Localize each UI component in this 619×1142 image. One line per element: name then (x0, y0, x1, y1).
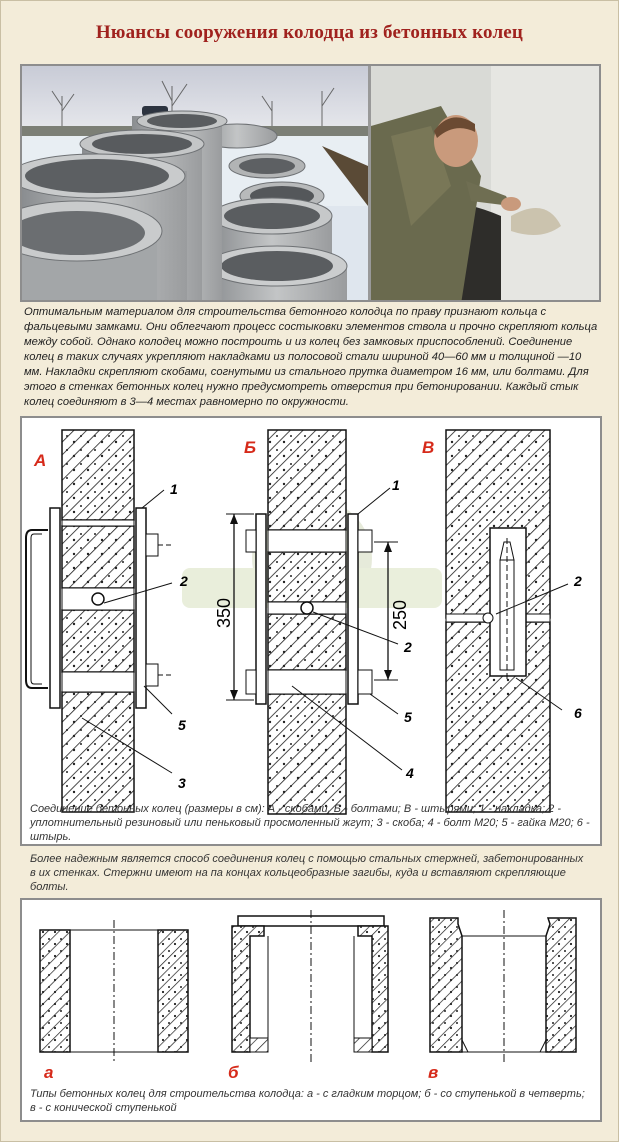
intro-paragraph: Оптимальным материалом для строительства бетонного колодца по праву признают кольца с фальцевыми замками. Они облегчают процесс состыковки элементов ствола и прочно скрепляют кольца между собой. Однако колодец можно построить и из колец без замковых приспособлений. Соединение колец в таких случаях укрепляют накладками из полосовой стали шириной 40—60 мм и толщиной —10 мм. Накладки скрепляют скобами, согнутыми из стального прутка диаметром 16 мм, или болтами. Для этого в стенках бетонных колец нужно предусмотреть отверстия при бетонировании. Каждый стык колец соединяют в 3—4 местах равномерно по окружности. (24, 306, 598, 408)
ring-type-b (228, 910, 388, 1082)
diagram-caption-joints: Соединение бетонных колец (размеры в см): А - скобами, Б - болтами; В - штырями; 1 - накладка; 2 - уплотнительный резиновый или пеньковый просмоленный жгут; 3 - скоба; 4 - болт М20; 5 - гайка М20; 6 - штырь. (30, 803, 590, 843)
label-1-a: 1 (170, 481, 178, 497)
joint-type-b (214, 430, 414, 814)
ring-type-a (40, 920, 188, 1082)
label-3-a: 3 (178, 775, 186, 791)
dimension-250: 250 (390, 599, 410, 630)
diagram-caption-ring-types: Типы бетонных колец для строительства колодца: а - с гладким торцом; б - со ступенькой в четверть; в - с конической ступенькой (30, 1088, 585, 1114)
photo-worker-in-well (371, 66, 601, 300)
photo-concrete-rings (22, 66, 368, 300)
label-2-a: 2 (180, 573, 188, 589)
letter-v-lower: в (428, 1063, 439, 1082)
letter-b-lower: б (228, 1063, 239, 1082)
label-5-b: 5 (404, 709, 412, 725)
middle-paragraph: Более надежным является способ соединения колец с помощью стальных стержней, забетонированных в их стенках. Стержни имеют на па концах кольцеобразные загибы, куда и вставляют скрепляющие болты. (30, 853, 584, 893)
letter-a: А (34, 451, 47, 470)
label-5-a: 5 (178, 717, 186, 733)
page-title: Нюансы сооружения колодца из бетонных колец (95, 22, 524, 43)
letter-a-lower: а (44, 1063, 54, 1082)
photo-strip (20, 64, 601, 302)
ring-joint-drawing (22, 418, 600, 844)
joint-type-v (422, 430, 582, 812)
letter-v: В (422, 438, 435, 457)
ring-type-v (428, 910, 576, 1082)
dimension-350: 350 (214, 597, 234, 628)
ring-joint-diagram (20, 416, 602, 846)
label-2-b: 2 (404, 639, 412, 655)
letter-b: Б (244, 438, 257, 457)
label-1-b: 1 (392, 477, 400, 493)
label-6-v: 6 (574, 705, 582, 721)
label-2-v: 2 (574, 573, 582, 589)
label-4-b: 4 (406, 765, 414, 781)
joint-type-a (26, 430, 188, 812)
